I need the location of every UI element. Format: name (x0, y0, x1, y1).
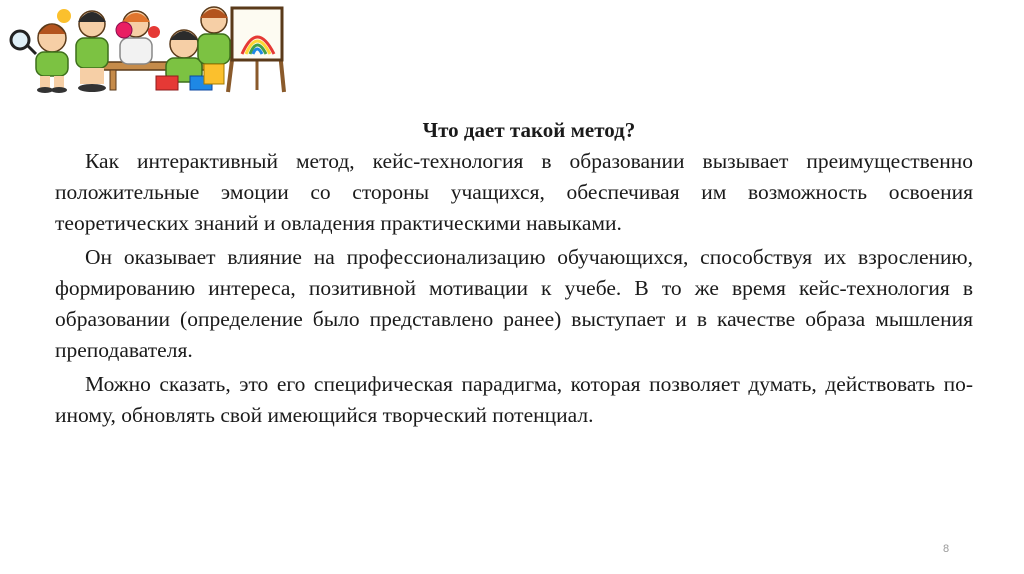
slide-title: Что дает такой метод? (422, 118, 636, 142)
easel-icon (228, 8, 284, 92)
page-number: 8 (942, 543, 950, 555)
kid-with-toy-icon (116, 11, 160, 64)
children-clipart-image (6, 2, 288, 94)
paragraph-3: Можно сказать, это его специфическая парадигма, которая позволяет думать, действовать по-иному, обновлять свой имеющийся творческий потенциал. (55, 372, 973, 427)
kid-dark-hair-icon (57, 9, 108, 92)
paragraph-2: Он оказывает влияние на профессионализацию обучающихся, способствуя их взрослению, формированию интереса, позитивной мотивации к учебе. В то же время кейс-технология в образовании (определение было представлено ранее) выступает и в качестве образа мышления преподавателя. (55, 245, 973, 362)
kid-with-magnifier-icon (11, 24, 68, 93)
kid-right-icon (198, 7, 230, 84)
paragraph-1: Как интерактивный метод, кейс-технология в образовании вызывает преимущественно положительные эмоции со стороны учащихся, обеспечивая им возможность освоения теоретических знаний и овладения практическими навыками. (55, 149, 973, 235)
slide-body (55, 146, 973, 434)
